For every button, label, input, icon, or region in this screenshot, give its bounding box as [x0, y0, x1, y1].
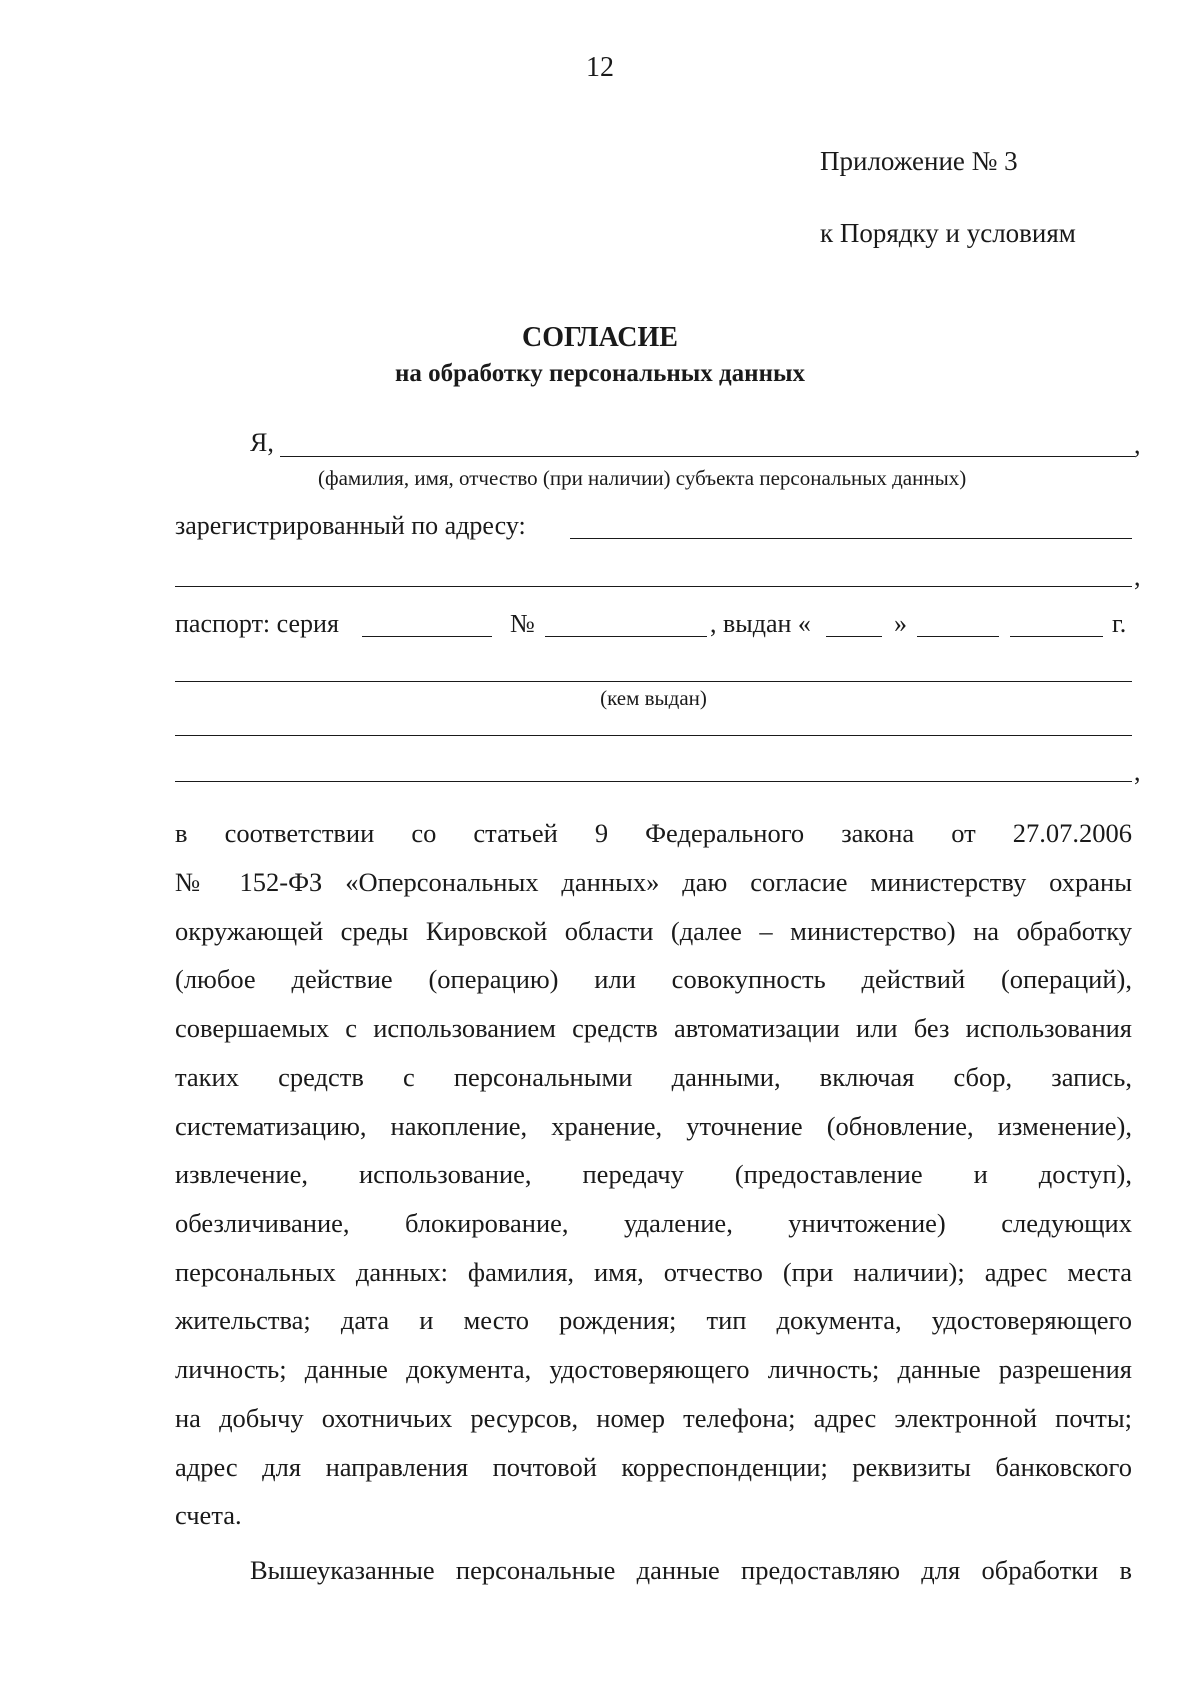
issued-by-field-1[interactable] [175, 681, 1132, 682]
address-label: зарегистрированный по адресу: [175, 511, 526, 540]
issued-year-field[interactable] [1010, 636, 1103, 637]
issued-label: , выдан « [710, 609, 811, 638]
passport-number-label: № [510, 609, 535, 638]
passport-series-field[interactable] [362, 636, 492, 637]
body-line: в соответствии со статьей 9 Федерального закона от 27.07.2006 [175, 818, 1132, 848]
appendix-number: Приложение № 3 [820, 146, 1018, 176]
body-line: личность; данные документа, удостоверяющего личность; данные разрешения [175, 1354, 1132, 1384]
address-field-1[interactable] [570, 538, 1132, 539]
passport-series-label: паспорт: серия [175, 609, 339, 638]
ya-label: Я, [250, 428, 274, 457]
issued-by-comma: , [1134, 757, 1141, 786]
body-line: окружающей среды Кировской области (далее – министерство) на обработку [175, 916, 1132, 946]
body-line: адрес для направления почтовой корреспонденции; реквизиты банковского [175, 1452, 1132, 1482]
issued-by-caption: (кем выдан) [600, 686, 707, 710]
body-line: персональных данных: фамилия, имя, отчество (при наличии); адрес места [175, 1257, 1132, 1287]
fio-field[interactable] [280, 456, 1135, 457]
passport-number-field[interactable] [545, 636, 707, 637]
address-field-2[interactable] [175, 586, 1132, 587]
body-line: обезличивание, блокирование, удаление, уничтожение) следующих [175, 1208, 1132, 1238]
fio-comma: , [1134, 430, 1141, 459]
issued-month-field[interactable] [917, 636, 999, 637]
body-line: на добычу охотничьих ресурсов, номер телефона; адрес электронной почты; [175, 1403, 1132, 1433]
appendix-reference: к Порядку и условиям [820, 218, 1076, 248]
body-line: жительства; дата и место рождения; тип документа, удостоверяющего [175, 1305, 1132, 1335]
year-suffix: г. [1112, 609, 1127, 638]
paragraph-2-line: Вышеуказанные персональные данные предоставляю для обработки в [250, 1555, 1132, 1585]
body-line: извлечение, использование, передачу (предоставление и доступ), [175, 1159, 1132, 1189]
issued-by-field-3[interactable] [175, 781, 1132, 782]
body-line: совершаемых с использованием средств автоматизации или без использования [175, 1013, 1132, 1043]
fio-caption: (фамилия, имя, отчество (при наличии) субъекта персональных данных) [318, 466, 967, 490]
body-line: систематизацию, накопление, хранение, уточнение (обновление, изменение), [175, 1111, 1132, 1141]
page-number: 12 [586, 52, 614, 83]
document-subtitle: на обработку персональных данных [395, 360, 805, 387]
address-comma: , [1134, 562, 1141, 591]
body-line: № 152-ФЗ «Оперсональных данных» даю согласие министерству охраны [175, 867, 1132, 897]
document-title: СОГЛАСИЕ [522, 322, 678, 353]
issued-day-field[interactable] [826, 636, 882, 637]
body-line: таких средств с персональными данными, включая сбор, запись, [175, 1062, 1132, 1092]
body-line: счета. [175, 1500, 242, 1530]
issued-by-field-2[interactable] [175, 735, 1132, 736]
issued-quote-close: » [894, 609, 907, 638]
body-line: (любое действие (операцию) или совокупность действий (операций), [175, 964, 1132, 994]
